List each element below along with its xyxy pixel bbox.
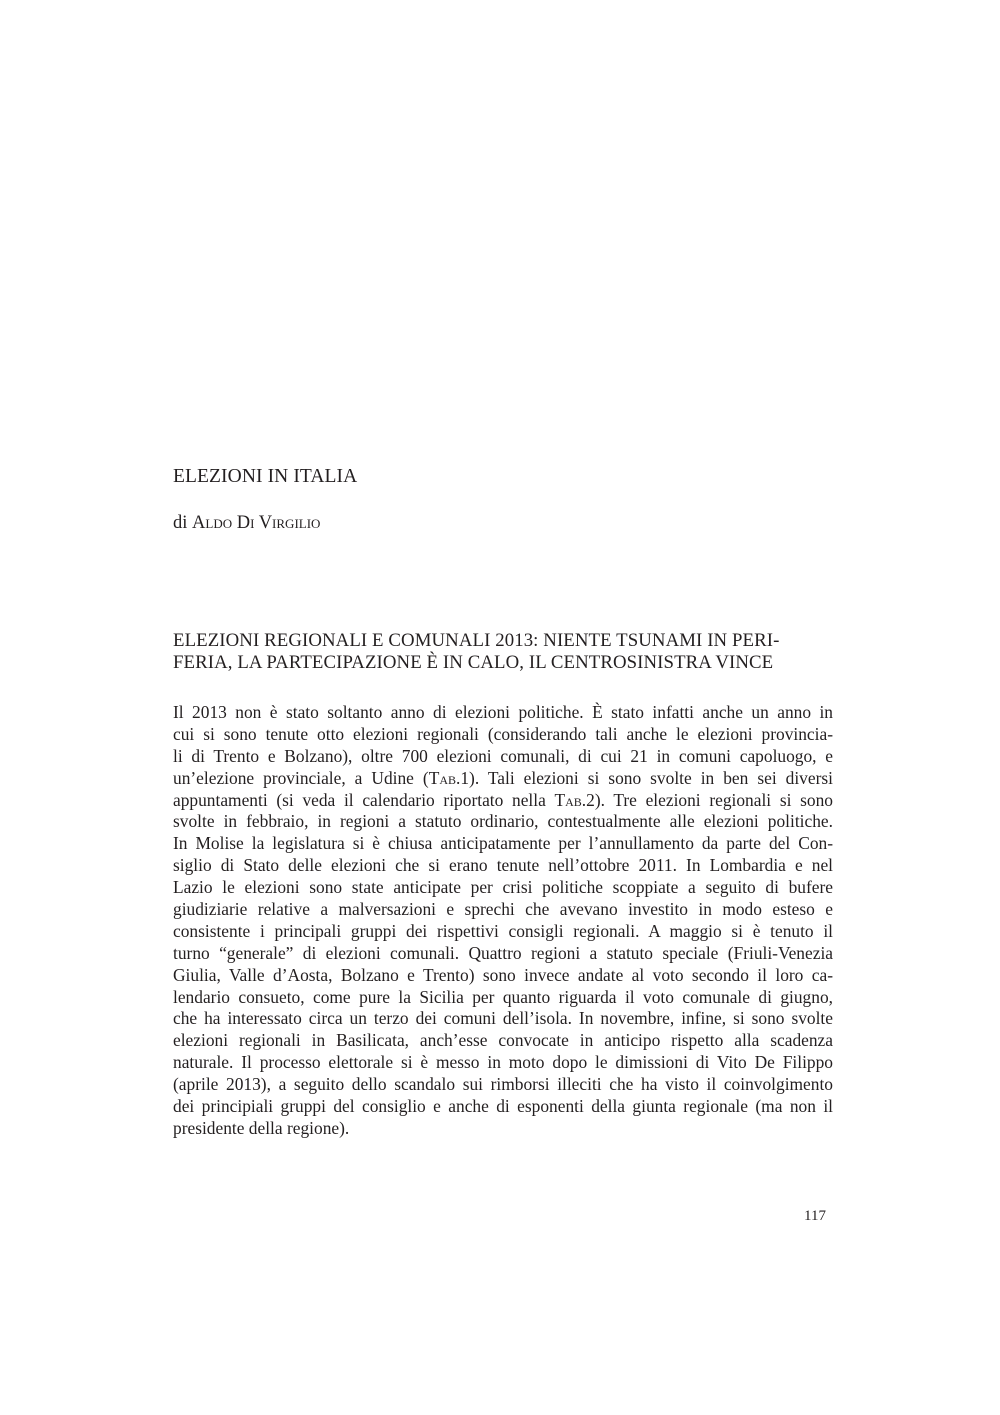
body-line: li di Trento e Bolzano), oltre 700 elezioni comunali, di cui 21 in comuni capoluogo, e (173, 745, 833, 766)
page-number: 117 (804, 1208, 826, 1224)
article-title-line: ELEZIONI REGIONALI E COMUNALI 2013: NIENTE TSUNAMI IN PERI- (173, 630, 780, 651)
body-line (173, 768, 833, 790)
body-line: elezioni regionali in Basilicata, anch’esse convocate in anticipo rispetto alla scadenza (173, 1030, 833, 1051)
section-title: ELEZIONI IN ITALIA (173, 466, 358, 487)
body-line: turno “generale” di elezioni comunali. Quattro regioni a statuto speciale (Friuli-Venezia (173, 942, 833, 963)
body-line: giudiziarie relative a malversazioni e sprechi che avevano investito in modo esteso e (173, 899, 833, 920)
body-text-fragment: appuntamenti (si veda il calendario riportato nella (173, 789, 555, 810)
byline (173, 513, 320, 534)
body-line: siglio di Stato delle elezioni che si erano tenute nell’ottobre 2011. In Lombardia e nel (173, 855, 833, 876)
table-reference: Tab. (428, 767, 461, 788)
body-line (173, 790, 833, 812)
body-line: Lazio le elezioni sono state anticipate per crisi politiche scoppiate a seguito di bufere (173, 877, 833, 898)
body-line: (aprile 2013), a seguito dello scandalo sui rimborsi illeciti che ha visto il coinvolgimento (173, 1074, 833, 1095)
body-text-fragment: 1). Tali elezioni si sono svolte in ben sei diversi (460, 767, 833, 788)
body-line: consistente i principali gruppi dei rispettivi consigli regionali. A maggio si è tenuto il (173, 920, 833, 941)
article-title-line: FERIA, LA PARTECIPAZIONE È IN CALO, IL CENTROSINISTRA VINCE (173, 652, 774, 673)
body-line: In Molise la legislatura si è chiusa anticipatamente per l’annullamento da parte del Con- (173, 833, 833, 854)
body-line: dei principiali gruppi del consiglio e anche di esponenti della giunta regionale (ma non il (173, 1096, 833, 1117)
body-line: svolte in febbraio, in regioni a statuto ordinario, contestualmente alle elezioni politiche. (173, 811, 833, 832)
body-line: lendario consueto, come pure la Sicilia per quanto riguarda il voto comunale di giugno, (173, 986, 833, 1007)
body-line: Il 2013 non è stato soltanto anno di elezioni politiche. È stato infatti anche un anno in (173, 702, 833, 722)
byline-prefix: di (173, 513, 193, 533)
body-text-fragment: un’elezione provinciale, a Udine ( (173, 767, 429, 788)
body-line: cui si sono tenute otto elezioni regionali (considerando tali anche le elezioni provincia- (173, 723, 833, 744)
body-line: naturale. Il processo elettorale si è messo in moto dopo le dimissioni di Vito De Filippo (173, 1052, 833, 1073)
author-name: Aldo Di Virgilio (192, 513, 321, 533)
body-line: che ha interessato circa un terzo dei comuni dell’isola. In novembre, infine, si sono svolte (173, 1008, 833, 1029)
body-text-fragment: 2). Tre elezioni regionali si sono (586, 789, 833, 810)
table-reference: Tab. (554, 789, 587, 810)
article-body (173, 702, 833, 1140)
body-line: Giulia, Valle d’Aosta, Bolzano e Trento) sono invece andate al voto secondo il loro ca- (173, 964, 833, 985)
body-line: presidente della regione). (173, 1117, 350, 1138)
article-title (173, 630, 826, 674)
